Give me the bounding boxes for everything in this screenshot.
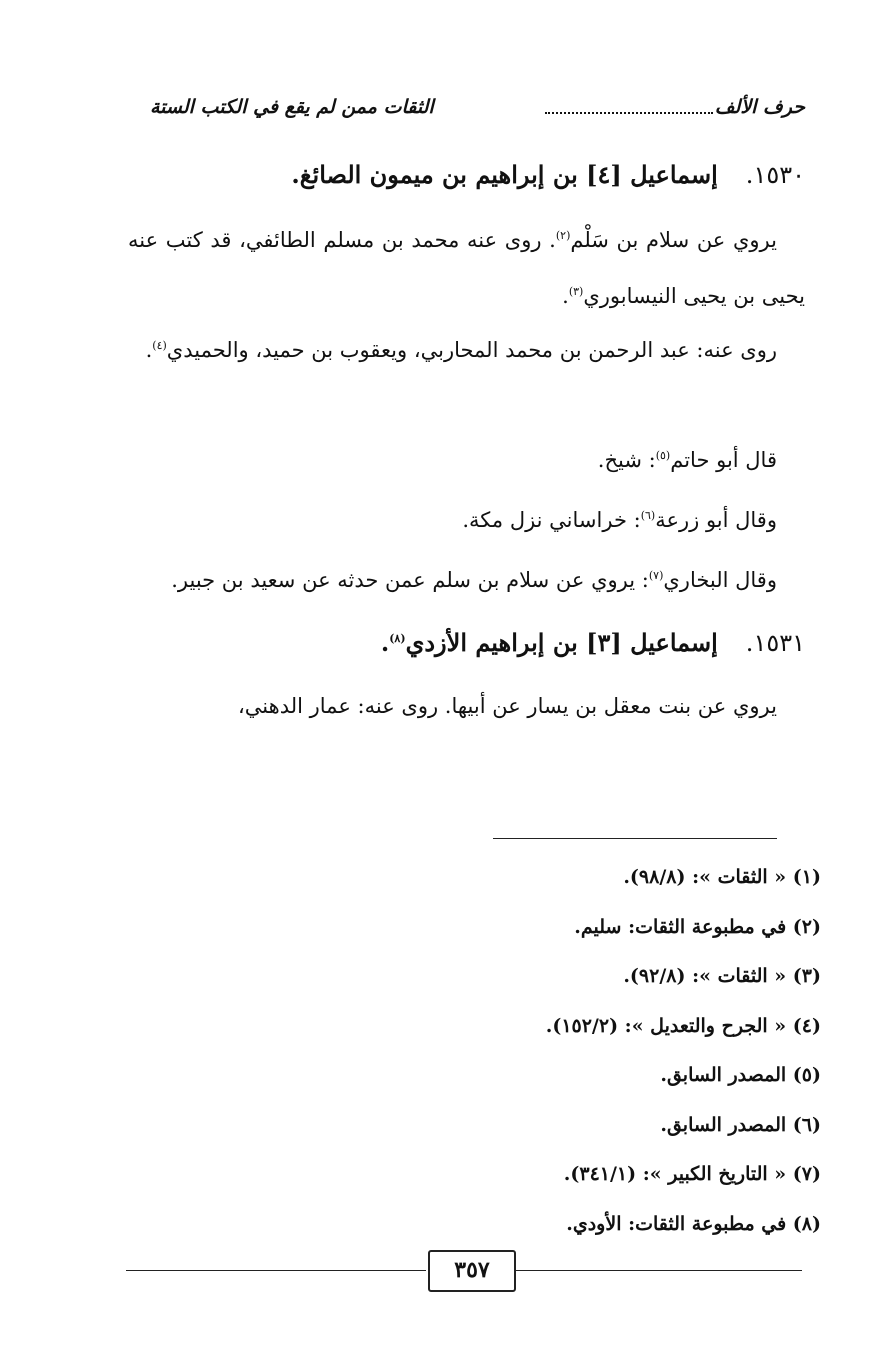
- footnote: (١) « الثقات »: (٩٨/٨).: [623, 866, 821, 888]
- entry-number: ١٥٣٠.: [745, 161, 805, 189]
- footnote-divider: [493, 838, 777, 839]
- text: روى عنه: عبد الرحمن بن محمد المحاربي، ويعقوب بن حميد، والحميدي: [166, 338, 777, 362]
- text: .: [562, 284, 569, 308]
- page-number: ٣٥٧: [428, 1250, 516, 1292]
- text: يروي عن سلام بن سَلْم: [570, 228, 777, 252]
- text: : شيخ.: [597, 448, 656, 472]
- paragraph: [128, 552, 805, 608]
- paragraph: [128, 678, 805, 734]
- footnote: (٢) في مطبوعة الثقات: سليم.: [574, 915, 821, 938]
- paragraph: [128, 212, 805, 324]
- text: : يروي عن سلام بن سلم عمن حدثه عن سعيد بن جبير.: [171, 568, 649, 592]
- footnote-ref: (٨): [389, 632, 406, 645]
- chapter-title: حرف الألف: [714, 96, 805, 118]
- dotted-leader: [545, 100, 713, 114]
- footnote: (٣) « الثقات »: (٩٢/٨).: [623, 965, 821, 987]
- footnote: (٦) المصدر السابق.: [660, 1113, 821, 1136]
- footnote: (٧) « التاريخ الكبير »: (٣٤١/١).: [563, 1163, 821, 1185]
- text: وقال البخاري: [663, 568, 777, 592]
- footnote: (٥) المصدر السابق.: [660, 1064, 821, 1086]
- entry-heading: [291, 160, 805, 189]
- text: وقال أبو زرعة: [655, 508, 777, 532]
- book-title: الثقات ممن لم يقع في الكتب الستة: [150, 96, 434, 118]
- footnote-ref: (٢): [555, 229, 571, 242]
- footnote-ref: (٦): [640, 509, 656, 522]
- footnotes: [321, 853, 821, 1249]
- entry-title-end: .: [380, 628, 390, 657]
- text: يروي عن بنت معقل بن يسار عن أبيها. روى عنه: عمار الدهني،: [238, 694, 777, 718]
- footnote-ref: (٤): [152, 339, 167, 352]
- text: . روى عنه محمد بن مسلم الطائفي، قد كتب عنه يحيى بن يحيى النيسابوري: [128, 228, 805, 308]
- footnote: (٨) في مطبوعة الثقات: الأودي.: [566, 1212, 821, 1235]
- paragraph: [128, 432, 805, 488]
- entry-number: ١٥٣١.: [745, 629, 805, 657]
- entry-title: إسماعيل [٤] بن إبراهيم بن ميمون الصائغ.: [291, 160, 718, 189]
- footer-rule-left: [126, 1270, 426, 1271]
- running-header: [150, 96, 805, 126]
- text: .: [145, 338, 153, 362]
- footer-rule-right: [512, 1270, 802, 1271]
- text: : خراساني نزل مكة.: [462, 508, 641, 532]
- footnote-ref: (٣): [568, 285, 584, 298]
- footnote-ref: (٧): [648, 569, 664, 582]
- entry-title: إسماعيل [٣] بن إبراهيم الأزدي: [405, 628, 718, 657]
- footnote-ref: (٥): [655, 449, 671, 462]
- text: قال أبو حاتم: [670, 448, 777, 472]
- entry-heading: [381, 628, 805, 657]
- paragraph: [128, 322, 805, 378]
- footnote: (٤) « الجرح والتعديل »: (١٥٢/٢).: [545, 1014, 821, 1037]
- paragraph: [128, 492, 805, 548]
